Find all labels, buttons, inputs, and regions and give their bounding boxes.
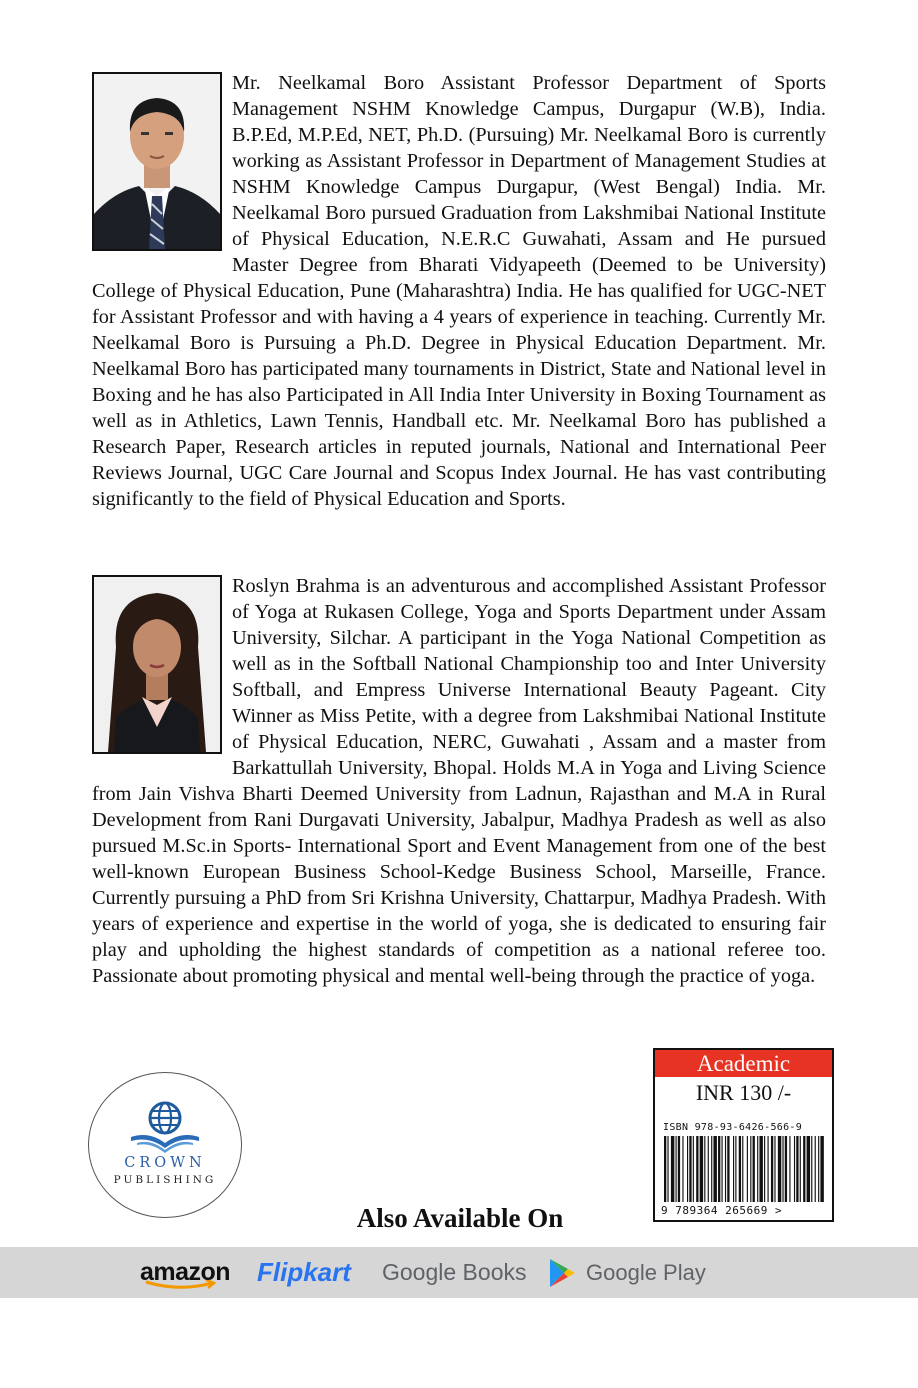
barcode-bar — [689, 1136, 691, 1202]
store-logos-bar: amazon Flipkart Google Books Google Play — [0, 1247, 918, 1298]
barcode-bar — [771, 1136, 773, 1202]
barcode-bar — [687, 1136, 688, 1202]
barcode-bar — [742, 1136, 743, 1202]
barcode-bar — [757, 1136, 758, 1202]
google-play-icon — [548, 1258, 576, 1288]
barcode-bar — [704, 1136, 705, 1202]
author-1-bio-text: Mr. Neelkamal Boro Assistant Professor Department of Sports Management NSHM Knowledge Campus, Durgapur (W.B), India. B.P.Ed, M.P.Ed, NET, Ph.D. (Pursuing) Mr. Neelkamal Boro is currently working as Assistant Professor in Department of Management Studies at NSHM Knowledge Campus Durgapur, (West Bengal) India. Mr. Neelkamal Boro pursued Graduation from Lakshmibai National Institute of Physical Education, N.E.R.C Guwahati, Assam and He pursued Master Degree from Bharati Vidyapeeth (Deemed to be University) College of Physical Education, Pune (Maharashtra) India. He has qualified for UGC-NET for Assistant Professor and with having a 4 years of experience in teaching. Currently Mr. Neelkamal Boro is Pursuing a Ph.D. Degree in Physical Education Department. Mr. Neelkamal Boro has participated many tournaments in District, State and National level in Boxing and he has also Participated in All India Inter University in Boxing Tournament as well as in Athletics, Lawn Tennis, Handball etc. Mr. Neelkamal Boro has published a Research Paper, Research articles in reputed journals, National and International Peer Reviews Journal, UGC Care Journal and Scopus Index Journal. He has vast contributing significantly to the field of Physical Education and Sports. — [92, 72, 826, 510]
publisher-name: CROWN — [124, 1155, 206, 1171]
author-2-bio-text: Roslyn Brahma is an adventurous and accomplished Assistant Professor of Yoga at Rukasen College, Yoga and Sports Department under Assam University, Silchar. A participant in the Yoga National Competition as well as in the Softball National Championship too and Inter University Softball, and Empress Universe International Beauty Pageant. City Winner as Miss Petite, with a degree from Lakshmibai National Institute of Physical Education, NERC, Guwahati , Assam and a master from Barkattullah University, Bhopal. Holds M.A in Yoga and Living Science from Jain Vishva Bharti Deemed University from Ladnun, Rajasthan and M.A in Rural Development from Rani Durgavati University, Jabalpur, Madhya Pradesh as well as also pursued M.Sc.in Sports- International Sport and Event Management from one of the best well-known European Business School-Kedge Business School, Marseille, France. Currently pursuing a PhD from Sri Krishna University, Chattarpur, Madhya Pradesh. With years of experience and expertise in the world of yoga, she is dedicated to ensuring fair play and upholding the highest standards of competition as a national referee too. Passionate about promoting physical and mental well-being through the practice of yoga. — [92, 575, 826, 987]
author-2-bio-block — [92, 573, 826, 989]
barcode-bar — [713, 1136, 716, 1202]
google-books-logo[interactable]: Google Books — [382, 1259, 527, 1285]
barcode-bar — [815, 1136, 816, 1202]
author-1-bio-block — [92, 70, 826, 512]
barcode-bar — [794, 1136, 795, 1202]
barcode-bar — [700, 1136, 703, 1202]
barcode-bar — [759, 1136, 762, 1202]
barcode-bar — [782, 1136, 783, 1202]
barcode-bar — [671, 1136, 674, 1202]
price-label: INR 130 /- — [695, 1080, 792, 1105]
category-label: Academic — [655, 1050, 832, 1077]
barcode — [664, 1136, 824, 1202]
barcode-bar — [735, 1136, 736, 1202]
globe-book-icon — [125, 1101, 205, 1153]
barcode-bar — [818, 1136, 819, 1202]
amazon-logo[interactable]: amazon — [140, 1247, 230, 1298]
barcode-bar — [811, 1136, 812, 1202]
barcode-bar — [696, 1136, 698, 1202]
barcode-bar — [733, 1136, 734, 1202]
barcode-bar — [708, 1136, 709, 1202]
price-barcode-box — [653, 1048, 834, 1222]
barcode-bar — [678, 1136, 680, 1202]
author-1-photo — [92, 72, 222, 251]
author-2-photo — [92, 575, 222, 754]
isbn-text: ISBN 978-93-6426-566-9 — [663, 1122, 803, 1133]
barcode-bar — [764, 1136, 765, 1202]
barcode-bar — [803, 1136, 805, 1202]
barcode-bar — [718, 1136, 720, 1202]
barcode-digits: 9 789364 265669 > — [661, 1204, 783, 1217]
barcode-bar — [796, 1136, 798, 1202]
barcode-bar — [664, 1136, 666, 1202]
barcode-bar — [768, 1136, 769, 1202]
barcode-bar — [722, 1136, 723, 1202]
barcode-bar — [785, 1136, 787, 1202]
barcode-bar — [820, 1136, 823, 1202]
barcode-bar — [807, 1136, 810, 1202]
barcode-bar — [789, 1136, 790, 1202]
availability-heading: Also Available On — [356, 1203, 564, 1233]
barcode-bar — [739, 1136, 741, 1202]
barcode-bar — [778, 1136, 781, 1202]
barcode-bar — [753, 1136, 755, 1202]
barcode-bar — [750, 1136, 751, 1202]
barcode-bar — [711, 1136, 712, 1202]
barcode-bar — [727, 1136, 729, 1202]
barcode-bar — [676, 1136, 677, 1202]
barcode-bar — [747, 1136, 748, 1202]
barcode-bar — [682, 1136, 683, 1202]
barcode-bar — [725, 1136, 726, 1202]
crown-publishing-logo — [88, 1072, 242, 1218]
barcode-bar — [667, 1136, 668, 1202]
barcode-bar — [800, 1136, 801, 1202]
barcode-bar — [774, 1136, 775, 1202]
amazon-smile-icon — [142, 1280, 222, 1290]
barcode-bar — [693, 1136, 694, 1202]
flipkart-logo[interactable]: Flipkart — [257, 1257, 351, 1287]
publisher-subtitle: PUBLISHING — [113, 1174, 217, 1186]
